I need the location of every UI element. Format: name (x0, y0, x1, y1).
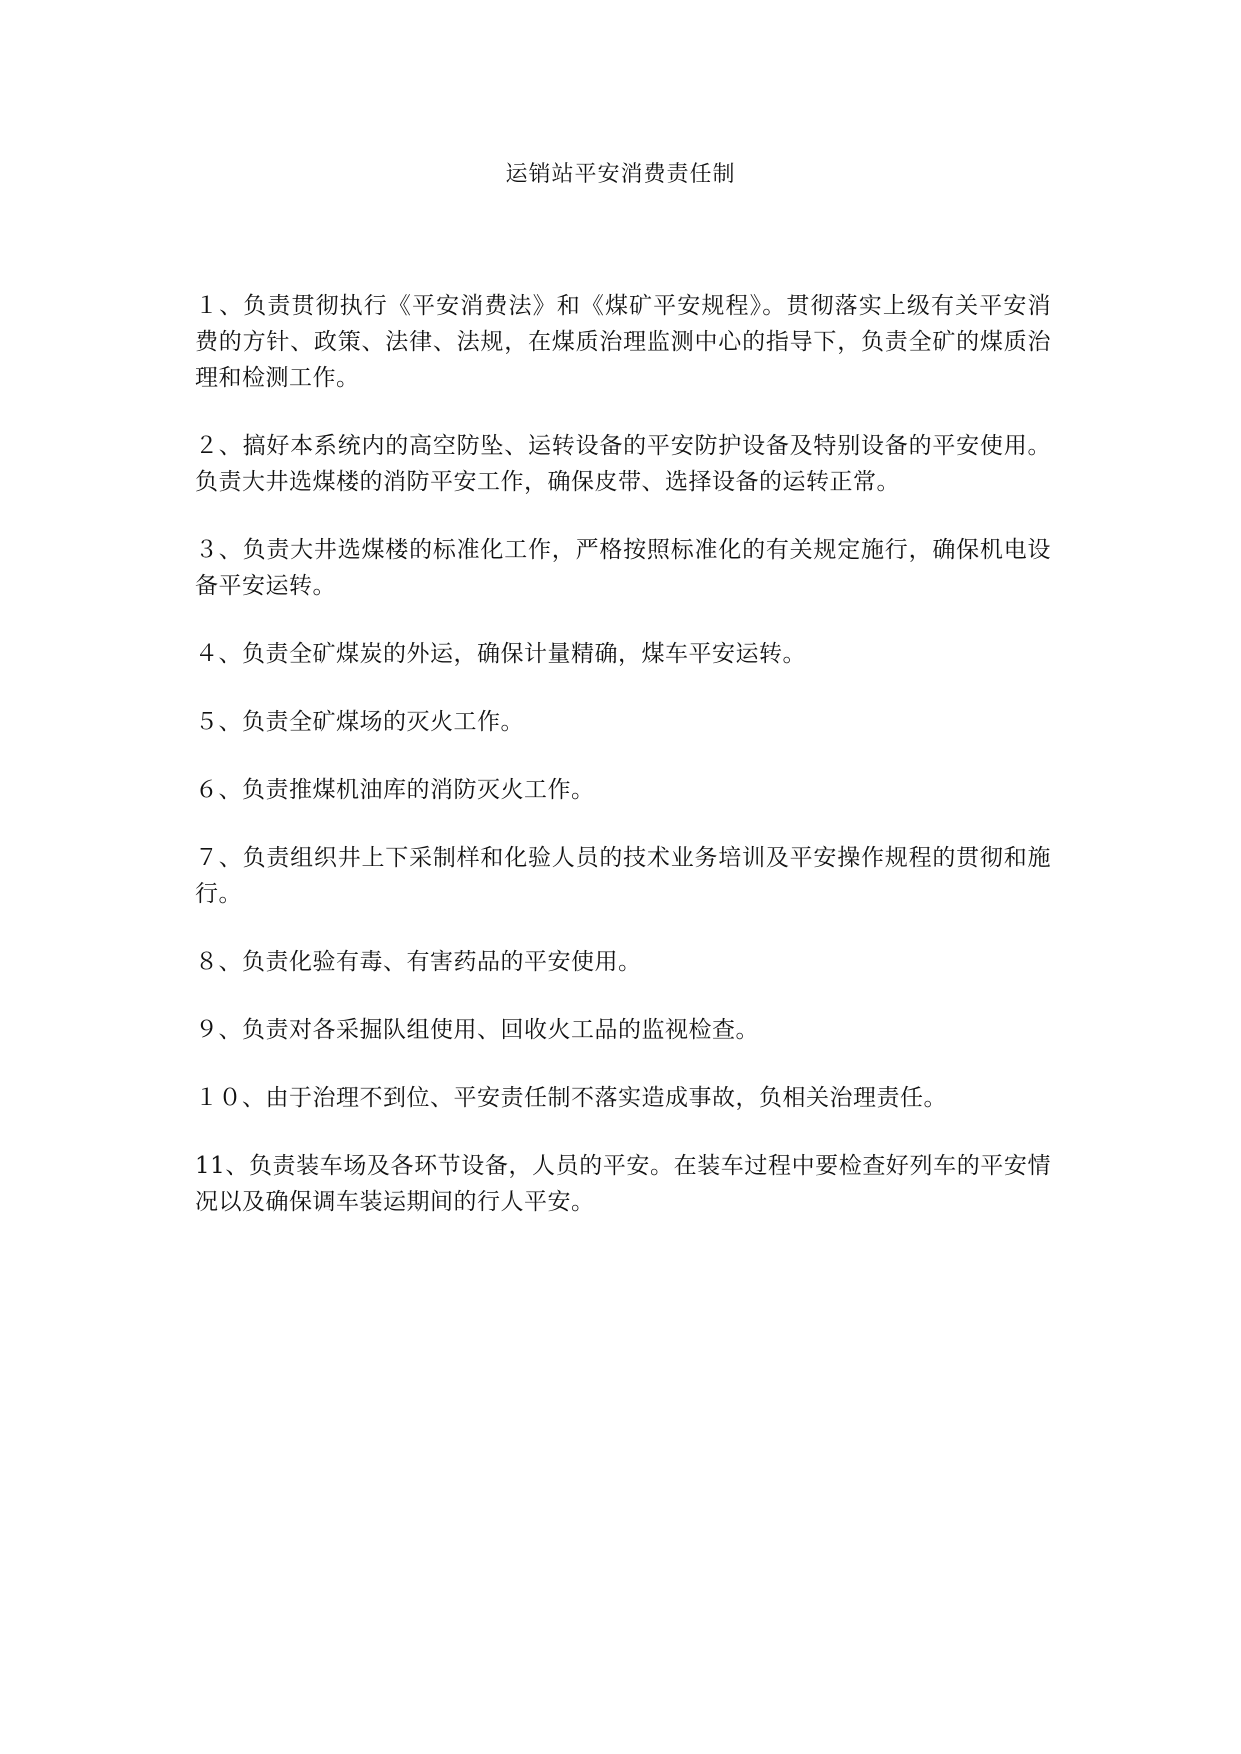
clause-3: ３、负责大井选煤楼的标准化工作，严格按照标准化的有关规定施行，确保机电设备平安运转。 (195, 537, 1051, 599)
clause-5: ５、负责全矿煤场的灭火工作。 (195, 709, 524, 735)
clause-2: ２、搞好本系统内的高空防坠、运转设备的平安防护设备及特别设备的平安使用。负责大井选煤楼的消防平安工作，确保皮带、选择设备的运转正常。 (195, 433, 1051, 495)
clause-1: １、负责贯彻执行《平安消费法》和《煤矿平安规程》。贯彻落实上级有关平安消费的方针、政策、法律、法规，在煤质治理监测中心的指导下，负责全矿的煤质治理和检测工作。 (195, 293, 1051, 391)
clause-7: ７、负责组织井上下采制样和化验人员的技术业务培训及平安操作规程的贯彻和施行。 (195, 845, 1051, 907)
clause-4: ４、负责全矿煤炭的外运，确保计量精确，煤车平安运转。 (195, 641, 806, 667)
document-body (195, 288, 1051, 1252)
clause-10: １０、由于治理不到位、平安责任制不落实造成事故，负相关治理责任。 (195, 1085, 947, 1111)
clause-9: ９、负责对各采掘队组使用、回收火工品的监视检查。 (195, 1017, 759, 1043)
document-title: 运销站平安消费责任制 (505, 162, 736, 187)
clause-8: ８、负责化验有毒、有害药品的平安使用。 (195, 949, 642, 975)
clause-11: 11、负责装车场及各环节设备，人员的平安。在装车过程中要检查好列车的平安情况以及确保调车装运期间的行人平安。 (195, 1153, 1051, 1215)
clause-6: ６、负责推煤机油库的消防灭火工作。 (195, 777, 595, 803)
